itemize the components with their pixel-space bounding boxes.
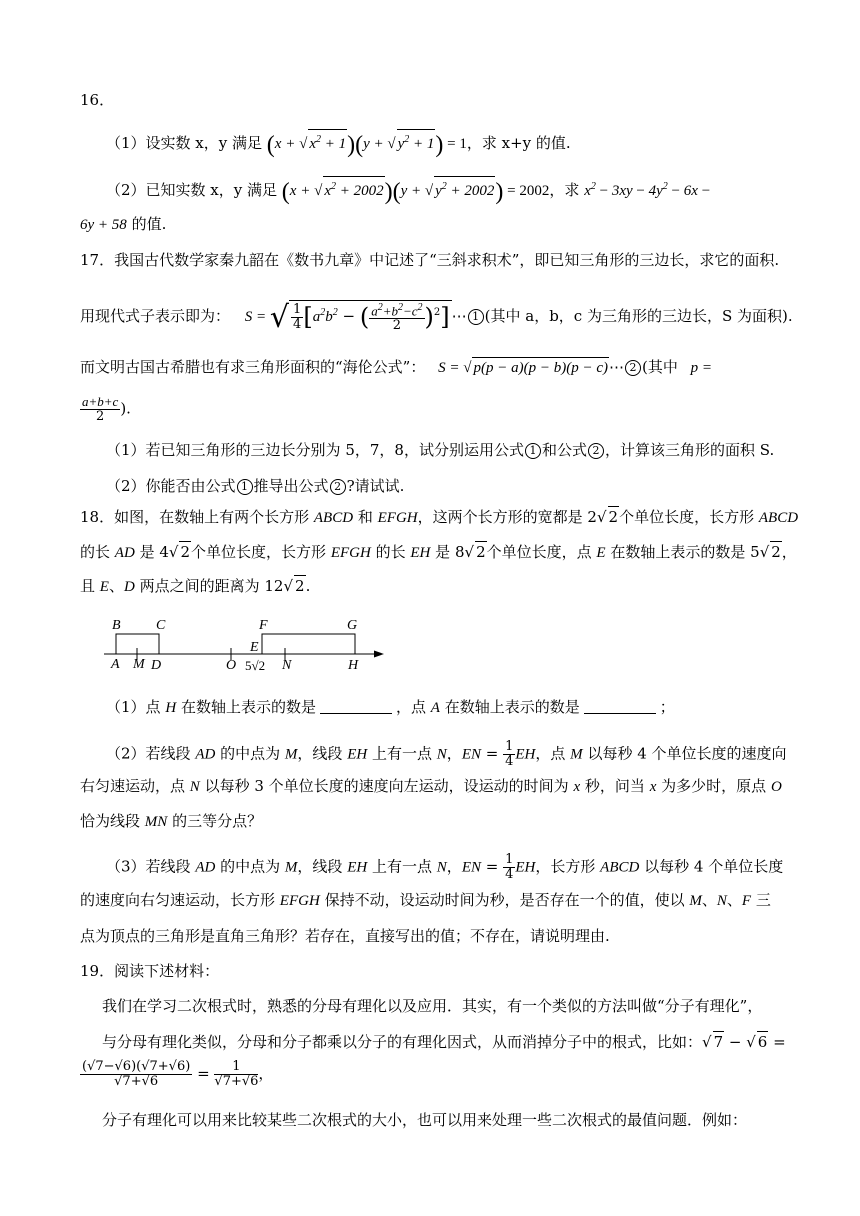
- q19-line4: 分子有理化可以用来比较某些二次根式的大小，也可以用来处理一些二次根式的最值问题．例如：: [102, 1111, 748, 1129]
- q17-formula2-cont: $\frac{a+b+c}{2}$ ).: [82, 394, 131, 424]
- label-o: O: [226, 658, 237, 673]
- q18-part3-line3: 点为顶点的三角形是直角三角形？若存在，直接写出的值；不存在，请说明理由.: [80, 927, 610, 945]
- label-h: H: [348, 658, 359, 673]
- label-e: E: [250, 640, 259, 655]
- label-m: M: [133, 657, 145, 672]
- q18-line2: 的长 AD 是 4√ 2个单位长度，长方形 EFGH 的长 EH 是 8√ 2个单位长度，点 E 在数轴上表示的数是 5√ 2，: [80, 543, 797, 561]
- q17-formula2: 而文明古国古希腊也有求三角形面积的“海伦公式”： S = √ p(p − a)(p − b)(p − c)⋯ 2 (其中 p =: [80, 358, 712, 376]
- number-line-diagram: [100, 612, 390, 674]
- label-f: F: [259, 618, 268, 633]
- label-n: N: [282, 658, 292, 673]
- q18-line1: 18．如图，在数轴上有两个长方形 ABCD 和 EFGH，这两个长方形的宽都是 2√ 2个单位长度，长方形 ABCD: [80, 508, 799, 526]
- q19-title: 19．阅读下述材料：: [80, 962, 220, 980]
- q19-line3: $\frac{(√7-√6)(√7+√6)}{√7+√6}$ = $\frac{1}{√7+√6}$ ，: [82, 1059, 274, 1089]
- q17-formula1: 用现代式子表示即为： S = √ $\frac{1}{4}$ [$a^2b^2$ − ( $\frac{a^2+b^2-c^2}{2}$ )$^2$] ⋯ 1 (其中 a，b，c 为三角形的三边长，S 为面积).: [80, 300, 793, 336]
- q18-part3: （3）若线段 AD 的中点为 M，线段 EH 上有一点 N，EN = $\frac{1}{4}$ EH，长方形 ABCD 以每秒 4 个单位长度: [106, 852, 784, 882]
- arrow-icon: [374, 651, 384, 658]
- q18-part2-line2: 右匀速运动，点 N 以每秒 3 个单位长度的速度向左运动，设运动的时间为 x 秒，问当 x 为多少时，原点 O: [80, 777, 782, 795]
- q18-part3-line2: 的速度向右匀速运动，长方形 EFGH 保持不动，设运动时间为秒，是否存在一个的值，使以 M、N、F 三: [80, 891, 771, 909]
- q18-line3: 且 E、D 两点之间的距离为 12√ 2.: [80, 577, 311, 595]
- q18-part2: （2）若线段 AD 的中点为 M，线段 EH 上有一点 N，EN = $\frac{1}{4}$ EH，点 M 以每秒 4 个单位长度的速度向: [106, 739, 787, 769]
- label-b: B: [112, 618, 121, 633]
- q16-number: 16．: [80, 91, 115, 109]
- label-d: D: [151, 658, 162, 673]
- q19-line2: 与分母有理化类似，分母和分子都乘以分子的有理化因式，从而消掉分子中的根式，比如：√ 7 − √ 6 =: [102, 1033, 786, 1051]
- label-c: C: [156, 618, 166, 633]
- q18-part1: （1）点 H 在数轴上表示的数是 ，点 A 在数轴上表示的数是 ；: [106, 698, 675, 716]
- q16-part2-cont: 6y + 58 的值.: [80, 215, 167, 233]
- label-a: A: [111, 657, 120, 672]
- q16-part1: （1）设实数 x，y 满足 (x + √ $x^2 + 1)(y$ + √ $y^2 + 1) = 1$，求 x+y 的值.: [106, 129, 571, 155]
- label-5root2: 5√2: [245, 658, 266, 673]
- q18-part2-line3: 恰为线段 MN 的三等分点？: [80, 812, 263, 830]
- rectangle-efgh: [262, 634, 355, 654]
- q16-part2: （2）已知实数 x，y 满足 (x + √ $x^2 + 2002)(y$ + √ $y^2 + 2002) = 2002$，求 $x^2 - 3xy - 4y^2 - 6x$ −: [106, 176, 710, 202]
- q19-line1: 我们在学习二次根式时，熟悉的分母有理化以及应用．其实，有一个类似的方法叫做“分子有理化”，: [102, 997, 763, 1015]
- label-g: G: [347, 618, 358, 633]
- q17-part1: （1）若已知三角形的三边长分别为 5，7，8，试分别运用公式 1 和公式 2 ，计算该三角形的面积 S.: [106, 441, 775, 459]
- q17-line1: 17．我国古代数学家秦九韶在《数书九章》中记述了“三斜求积术”，即已知三角形的三边长，求它的面积.: [80, 251, 780, 269]
- q17-part2: （2）你能否由公式 1 推导出公式 2 ?请试试.: [106, 477, 405, 495]
